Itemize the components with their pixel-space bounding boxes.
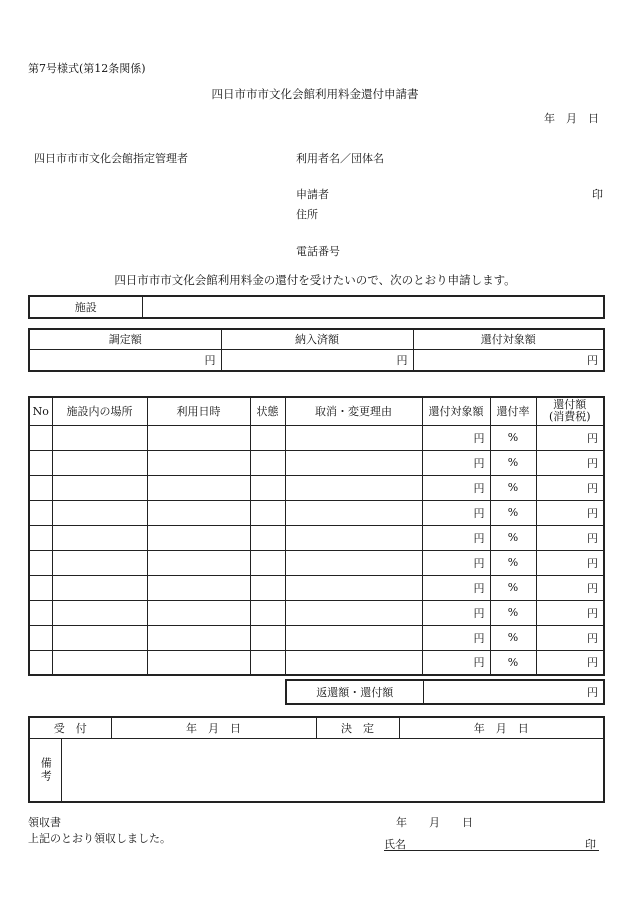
row-location[interactable]: [52, 450, 147, 475]
total-label: 返還額・還付額: [286, 680, 423, 704]
row-status[interactable]: [250, 450, 285, 475]
table-row: [29, 625, 604, 650]
receipt-seal: 印: [585, 838, 596, 851]
row-no[interactable]: [29, 575, 52, 600]
row-status[interactable]: [250, 650, 285, 675]
applicant-label: 申請者: [296, 188, 329, 201]
row-refund-amount[interactable]: 円: [536, 525, 604, 550]
row-usage-datetime[interactable]: [147, 600, 250, 625]
row-no[interactable]: [29, 425, 52, 450]
row-reason[interactable]: [285, 450, 422, 475]
row-no[interactable]: [29, 525, 52, 550]
header-location: 施設内の場所: [52, 397, 147, 425]
row-refund-rate[interactable]: %: [490, 450, 536, 475]
row-usage-datetime[interactable]: [147, 575, 250, 600]
row-no[interactable]: [29, 450, 52, 475]
row-refundable[interactable]: 円: [422, 625, 490, 650]
header-refund-rate: 還付率: [490, 397, 536, 425]
row-status[interactable]: [250, 625, 285, 650]
row-location[interactable]: [52, 625, 147, 650]
facility-value[interactable]: [142, 296, 604, 318]
receipt-title: 領収書: [28, 816, 61, 829]
row-refund-rate[interactable]: %: [490, 500, 536, 525]
facility-table: [28, 295, 605, 319]
row-no[interactable]: [29, 625, 52, 650]
remarks-label: 備考: [29, 738, 61, 802]
row-no[interactable]: [29, 500, 52, 525]
header-usage-datetime: 利用日時: [147, 397, 250, 425]
row-refundable[interactable]: 円: [422, 550, 490, 575]
paid-amount-header: 納入済額: [221, 329, 413, 349]
row-reason[interactable]: [285, 475, 422, 500]
table-row: [29, 450, 604, 475]
row-usage-datetime[interactable]: [147, 550, 250, 575]
row-status[interactable]: [250, 500, 285, 525]
row-refundable[interactable]: 円: [422, 500, 490, 525]
row-refund-amount[interactable]: 円: [536, 650, 604, 675]
row-refund-amount[interactable]: 円: [536, 625, 604, 650]
form-title: 四日市市市文化会館利用料金還付申請書: [211, 87, 419, 101]
row-refund-amount[interactable]: 円: [536, 500, 604, 525]
row-usage-datetime[interactable]: [147, 425, 250, 450]
phone-label: 電話番号: [296, 245, 340, 258]
row-location[interactable]: [52, 575, 147, 600]
header-refund-tax-label: (消費税): [548, 410, 591, 424]
refundable-amount-cell[interactable]: 円: [413, 349, 604, 371]
row-refundable[interactable]: 円: [422, 475, 490, 500]
row-no[interactable]: [29, 475, 52, 500]
table-row: [29, 600, 604, 625]
row-refund-rate[interactable]: %: [490, 600, 536, 625]
user-name-label: 利用者名／団体名: [296, 152, 384, 165]
header-refund-amount: [536, 397, 604, 425]
row-reason[interactable]: [285, 575, 422, 600]
row-refund-rate[interactable]: %: [490, 525, 536, 550]
paid-amount-cell[interactable]: 円: [221, 349, 413, 371]
row-refund-amount[interactable]: 円: [536, 600, 604, 625]
header-refund-amount-label: 還付額: [553, 398, 587, 412]
applicant-seal: 印: [592, 188, 603, 201]
row-refund-rate[interactable]: %: [490, 550, 536, 575]
application-date: 年 月 日: [544, 112, 599, 125]
row-refund-amount[interactable]: 円: [536, 475, 604, 500]
row-no[interactable]: [29, 600, 52, 625]
row-refundable[interactable]: 円: [422, 525, 490, 550]
row-reason[interactable]: [285, 600, 422, 625]
reception-table: [28, 716, 605, 803]
total-amount-cell[interactable]: 円: [423, 680, 604, 704]
facility-label: 施設: [29, 296, 142, 318]
received-date[interactable]: 年 月 日: [111, 717, 316, 738]
total-table: [285, 679, 605, 705]
row-refundable[interactable]: 円: [422, 600, 490, 625]
row-location[interactable]: [52, 550, 147, 575]
row-reason[interactable]: [285, 650, 422, 675]
decision-date[interactable]: 年 月 日: [399, 717, 604, 738]
row-location[interactable]: [52, 500, 147, 525]
receipt-name-line[interactable]: [384, 850, 599, 851]
assessed-amount-header: 調定額: [29, 329, 221, 349]
row-location[interactable]: [52, 425, 147, 450]
row-no[interactable]: [29, 550, 52, 575]
row-status[interactable]: [250, 575, 285, 600]
row-refundable[interactable]: 円: [422, 650, 490, 675]
row-status[interactable]: [250, 425, 285, 450]
row-refund-rate[interactable]: %: [490, 425, 536, 450]
header-status: 状態: [250, 397, 285, 425]
row-refund-amount[interactable]: 円: [536, 450, 604, 475]
row-refund-rate[interactable]: %: [490, 625, 536, 650]
detail-table: [28, 396, 605, 676]
header-refundable: 還付対象額: [422, 397, 490, 425]
received-label: 受 付: [29, 717, 111, 738]
header-no: No: [29, 397, 52, 425]
amounts-table: [28, 328, 605, 372]
table-row: [29, 500, 604, 525]
table-row: [29, 475, 604, 500]
row-refund-rate[interactable]: %: [490, 575, 536, 600]
row-refundable[interactable]: 円: [422, 575, 490, 600]
row-status[interactable]: [250, 525, 285, 550]
row-refund-rate[interactable]: %: [490, 475, 536, 500]
form-number: 第7号様式(第12条関係): [28, 62, 146, 75]
table-row: [29, 525, 604, 550]
row-usage-datetime[interactable]: [147, 500, 250, 525]
row-reason[interactable]: [285, 625, 422, 650]
addressee: 四日市市市文化会館指定管理者: [34, 152, 188, 165]
intro-text: 四日市市市文化会館利用料金の還付を受けたいので、次のとおり申請します。: [114, 273, 516, 287]
row-usage-datetime[interactable]: [147, 450, 250, 475]
row-refund-amount[interactable]: 円: [536, 575, 604, 600]
row-reason[interactable]: [285, 425, 422, 450]
row-reason[interactable]: [285, 500, 422, 525]
decision-label: 決 定: [316, 717, 399, 738]
row-refundable[interactable]: 円: [422, 450, 490, 475]
row-status[interactable]: [250, 550, 285, 575]
row-location[interactable]: [52, 650, 147, 675]
row-reason[interactable]: [285, 525, 422, 550]
receipt-date: 年 月 日: [396, 816, 473, 829]
row-reason[interactable]: [285, 550, 422, 575]
table-row: [29, 650, 604, 675]
row-location[interactable]: [52, 525, 147, 550]
receipt-text: 上記のとおり領収しました。: [28, 832, 171, 845]
row-refund-amount[interactable]: 円: [536, 550, 604, 575]
table-row: [29, 550, 604, 575]
row-no[interactable]: [29, 650, 52, 675]
receipt-name-label: 氏名: [384, 838, 406, 851]
row-usage-datetime[interactable]: [147, 625, 250, 650]
row-location[interactable]: [52, 600, 147, 625]
header-reason: 取消・変更理由: [285, 397, 422, 425]
row-status[interactable]: [250, 600, 285, 625]
refundable-amount-header: 還付対象額: [413, 329, 604, 349]
table-row: [29, 575, 604, 600]
row-refund-rate[interactable]: %: [490, 650, 536, 675]
assessed-amount-cell[interactable]: 円: [29, 349, 221, 371]
row-usage-datetime[interactable]: [147, 525, 250, 550]
row-status[interactable]: [250, 475, 285, 500]
row-usage-datetime[interactable]: [147, 475, 250, 500]
row-refundable[interactable]: 円: [422, 425, 490, 450]
address-label: 住所: [296, 208, 318, 221]
row-usage-datetime[interactable]: [147, 650, 250, 675]
remarks-field[interactable]: [61, 738, 604, 802]
table-row: [29, 425, 604, 450]
row-location[interactable]: [52, 475, 147, 500]
row-refund-amount[interactable]: 円: [536, 425, 604, 450]
